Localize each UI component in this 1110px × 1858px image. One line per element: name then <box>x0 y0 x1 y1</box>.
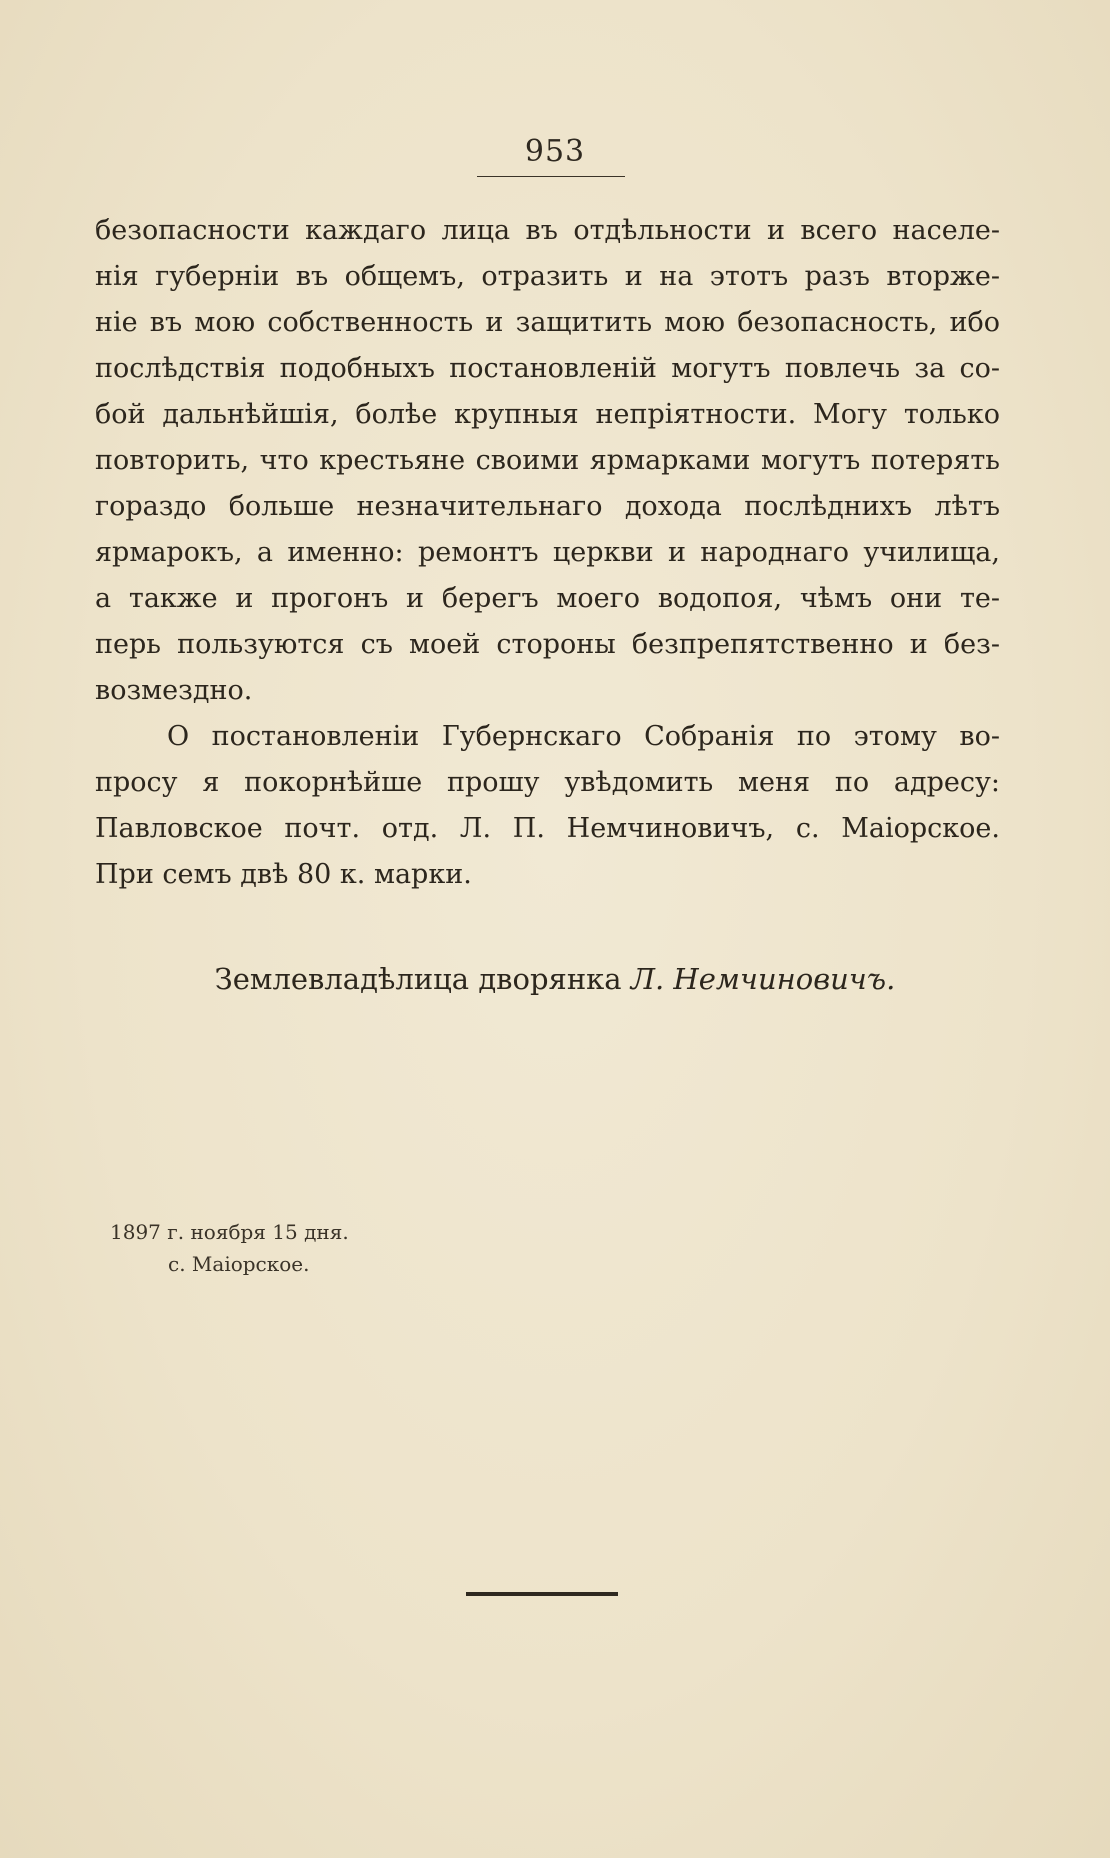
letter-place: с. Маіорское. <box>168 1252 310 1276</box>
body-line: безопасности каждаго лица въ отдѣльности и всего населе- <box>95 215 1000 246</box>
body-line: перь пользуются съ моей стороны безпрепятственно и без- <box>95 629 1000 660</box>
signature-title: Землевладѣлица дворянка <box>214 962 622 996</box>
page-number-rule <box>477 176 625 177</box>
body-line: а также и прогонъ и берегъ моего водопоя, чѣмъ они те- <box>95 583 1000 614</box>
signature-name: Л. Немчиновичъ. <box>630 962 896 996</box>
paragraph2-line: просу я покорнѣйше прошу увѣдомить меня по адресу: <box>95 767 1000 798</box>
end-rule <box>466 1592 618 1596</box>
paragraph2-line: О постановленіи Губернскаго Собранія по этому во- <box>167 721 1000 752</box>
body-line: ніе въ мою собственность и защитить мою безопасность, ибо <box>95 307 1000 338</box>
body-line: повторить, что крестьяне своими ярмарками могутъ потерять <box>95 445 1000 476</box>
page-number: 953 <box>524 134 586 169</box>
paragraph2-line: При семъ двѣ 80 к. марки. <box>95 859 472 890</box>
body-line: послѣдствія подобныхъ постановленій могутъ повлечь за со- <box>95 353 1000 384</box>
body-line: бой дальнѣйшія, болѣе крупныя непріятности. Могу только <box>95 399 1000 430</box>
body-line: нія губерніи въ общемъ, отразить и на этотъ разъ вторже- <box>95 261 1000 292</box>
letter-date: 1897 г. ноября 15 дня. <box>110 1220 349 1244</box>
body-line: возмездно. <box>95 675 253 706</box>
signature <box>0 962 1110 996</box>
letter-body <box>95 208 1000 898</box>
body-line: ярмарокъ, а именно: ремонтъ церкви и народнаго училища, <box>95 537 1000 568</box>
body-line: гораздо больше незначительнаго дохода послѣднихъ лѣтъ <box>95 491 1000 522</box>
paragraph2-line: Павловское почт. отд. Л. П. Немчиновичъ, с. Маіорское. <box>95 813 1000 844</box>
